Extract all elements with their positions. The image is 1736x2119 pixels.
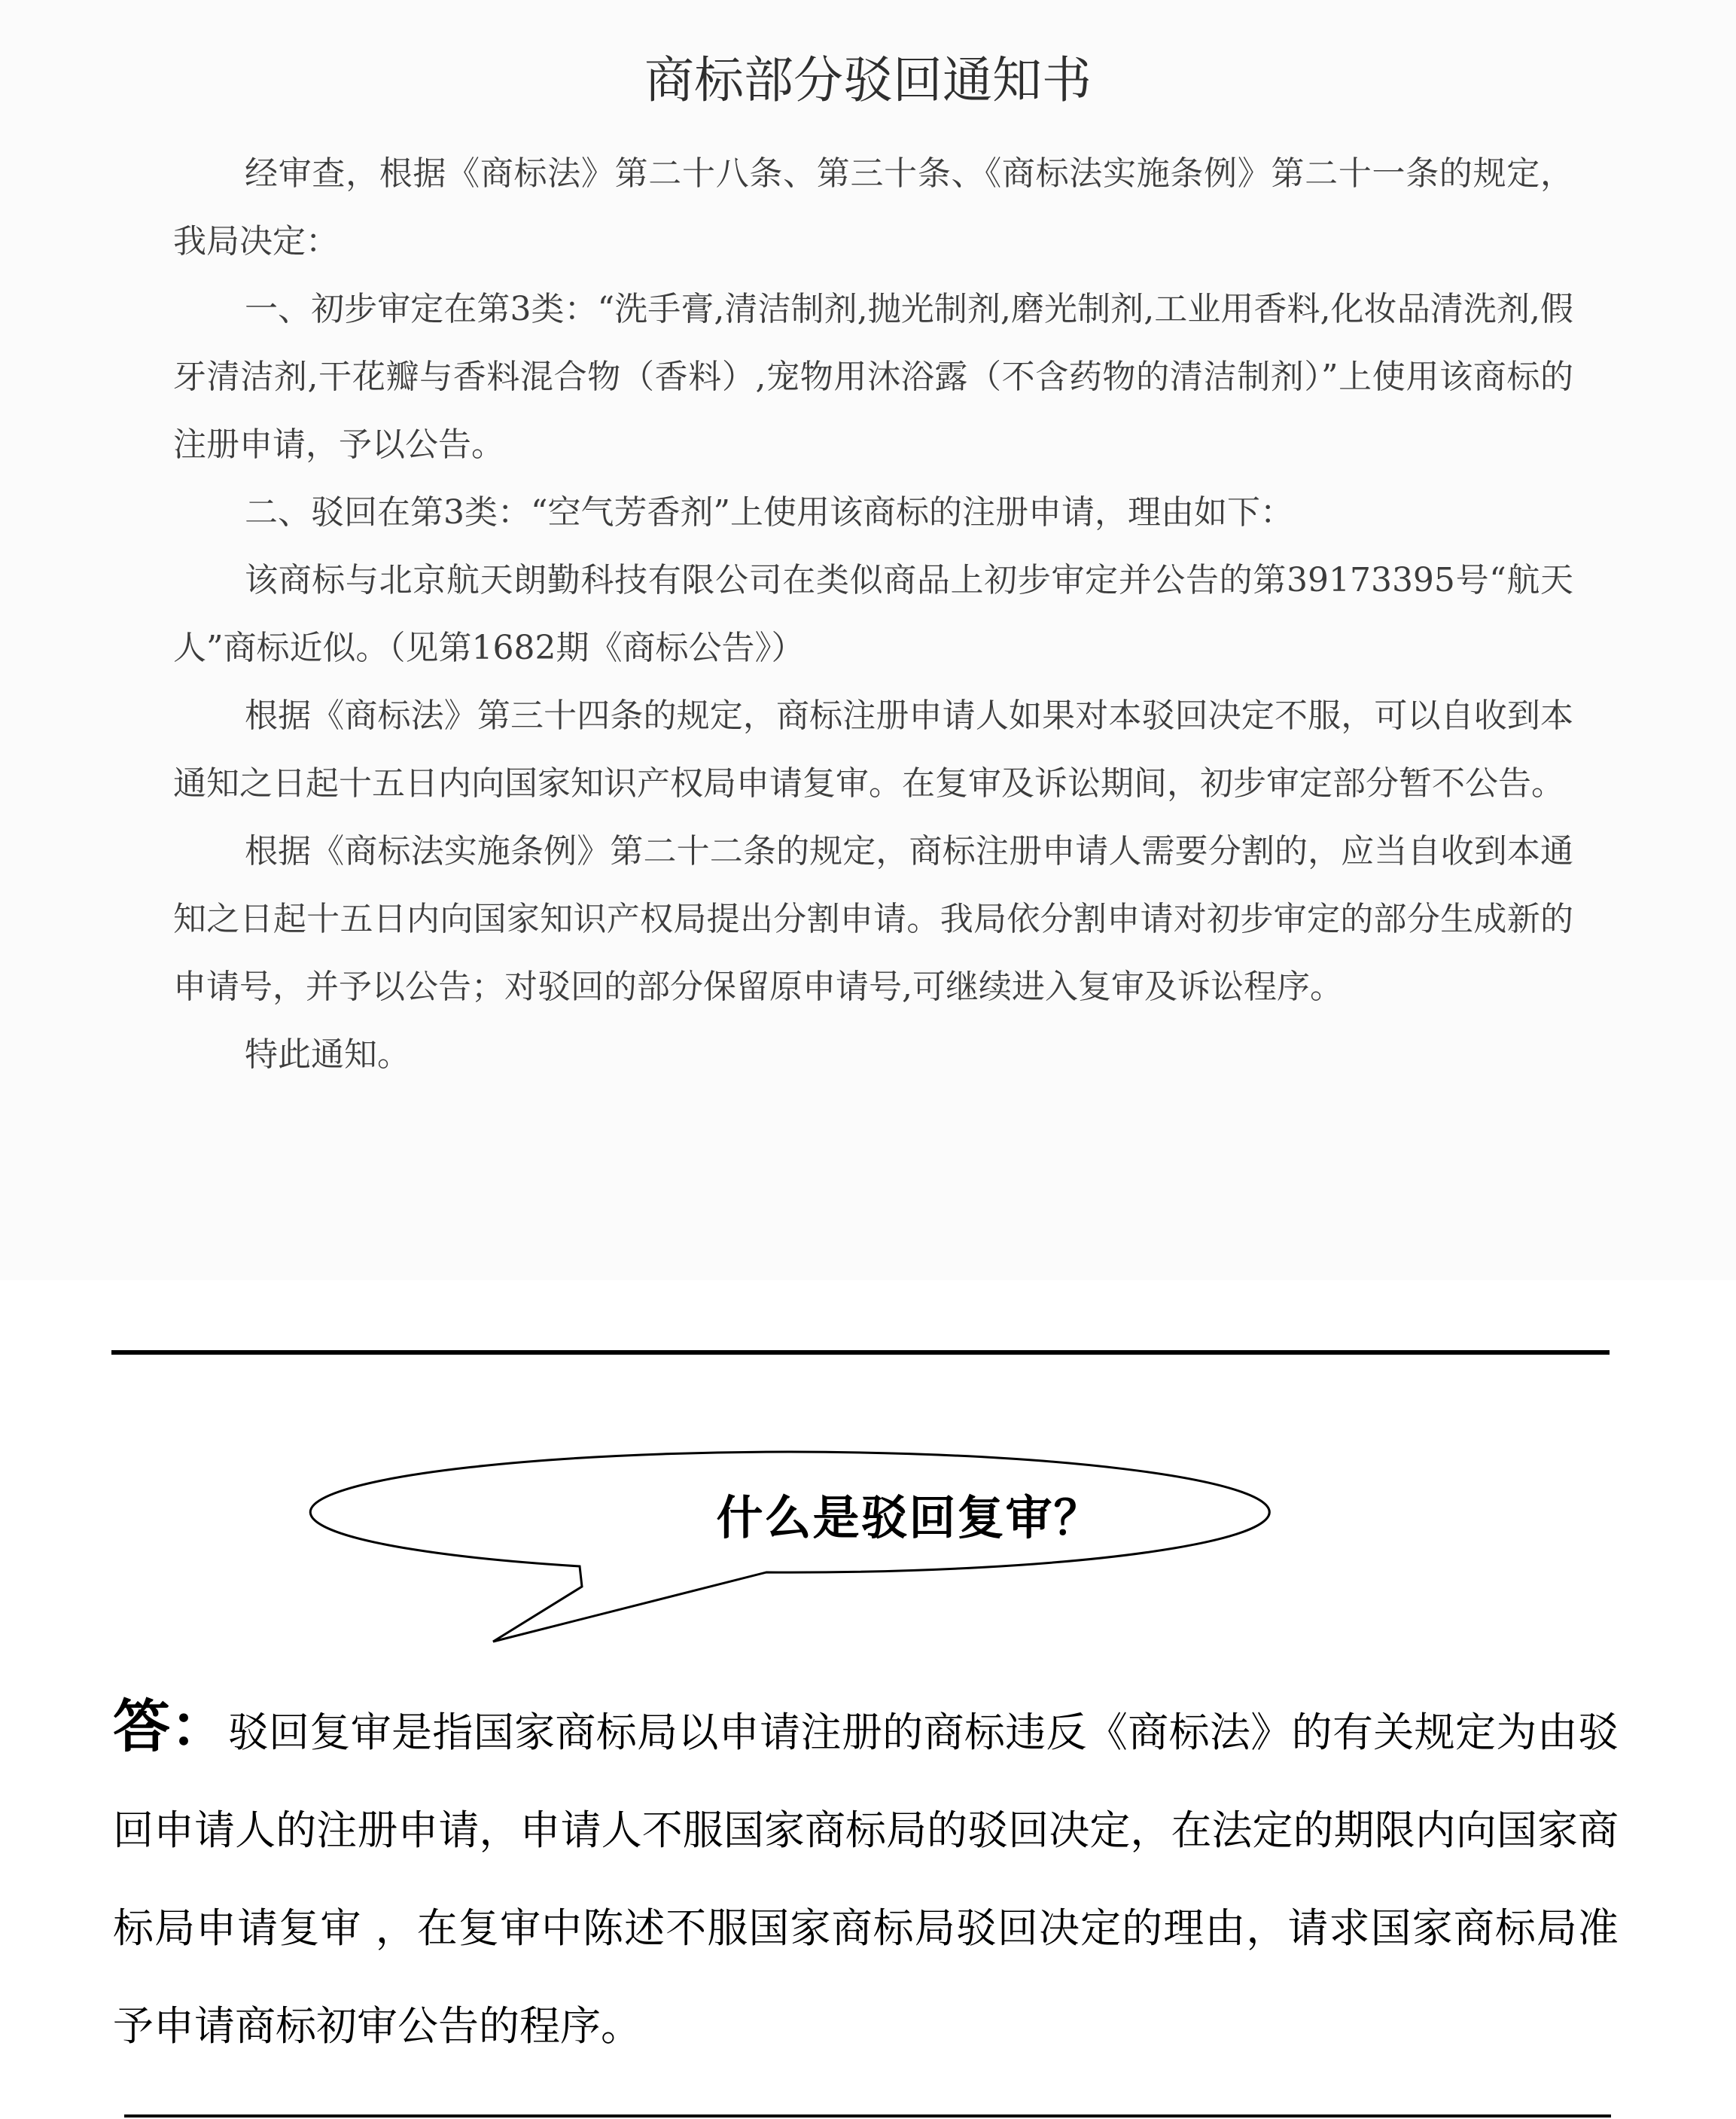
answer-block — [113, 1678, 1619, 2075]
notice-paragraph: 根据《商标法》第三十四条的规定，商标注册申请人如果对本驳回决定不服，可以自收到本通知之日起十五日内向国家知识产权局申请复审。在复审及诉讼期间，初步审定部分暂不公告。 — [173, 697, 1573, 803]
section-divider — [111, 1350, 1610, 1355]
notice-paragraph: 根据《商标法实施条例》第二十二条的规定，商标注册申请人需要分割的，应当自收到本通知之日起十五日内向国家知识产权局提出分割申请。我局依分割申请对初步审定的部分生成新的申请号，并予以公告；对驳回的部分保留原申请号,可继续进入复审及诉讼程序。 — [173, 832, 1573, 1006]
speech-bubble — [429, 1453, 1389, 1649]
question-heading: 什么是驳回复审？ — [716, 1489, 1102, 1545]
notice-body — [173, 140, 1573, 1089]
notice-paragraph: 二、驳回在第3类：“空气芳香剂”上使用该商标的注册申请，理由如下： — [245, 493, 1293, 532]
answer-text: 驳回复审是指国家商标局以申请注册的商标违反《商标法》的有关规定为由驳回申请人的注册申请，申请人不服国家商标局的驳回决定，在法定的期限内向国家商标局申请复审 ，在复审中陈述不服国家商标局驳回决定的理由，请求国家商标局准予申请商标初审公告的程序。 — [113, 1709, 1619, 2050]
notice-paragraph: 该商标与北京航天朗勤科技有限公司在类似商品上初步审定并公告的第39173395号“航天人”商标近似。（见第1682期《商标公告》） — [173, 561, 1573, 667]
bottom-divider — [124, 2114, 1611, 2117]
notice-paragraph: 经审查，根据《商标法》第二十八条、第三十条、《商标法实施条例》第二十一条的规定，我局决定： — [173, 154, 1573, 261]
notice-paragraph: 特此通知。 — [245, 1035, 410, 1074]
notice-title: 商标部分驳回通知书 — [644, 51, 1092, 109]
answer-label: 答： — [113, 1693, 228, 1760]
notice-paragraph: 一、初步审定在第3类：“洗手膏,清洁制剂,抛光制剂,磨光制剂,工业用香料,化妆品清洗剂,假牙清洁剂,干花瓣与香料混合物（香料）,宠物用沐浴露（不含药物的清洁制剂）”上使用该商标的注册申请，予以公告。 — [173, 290, 1573, 464]
